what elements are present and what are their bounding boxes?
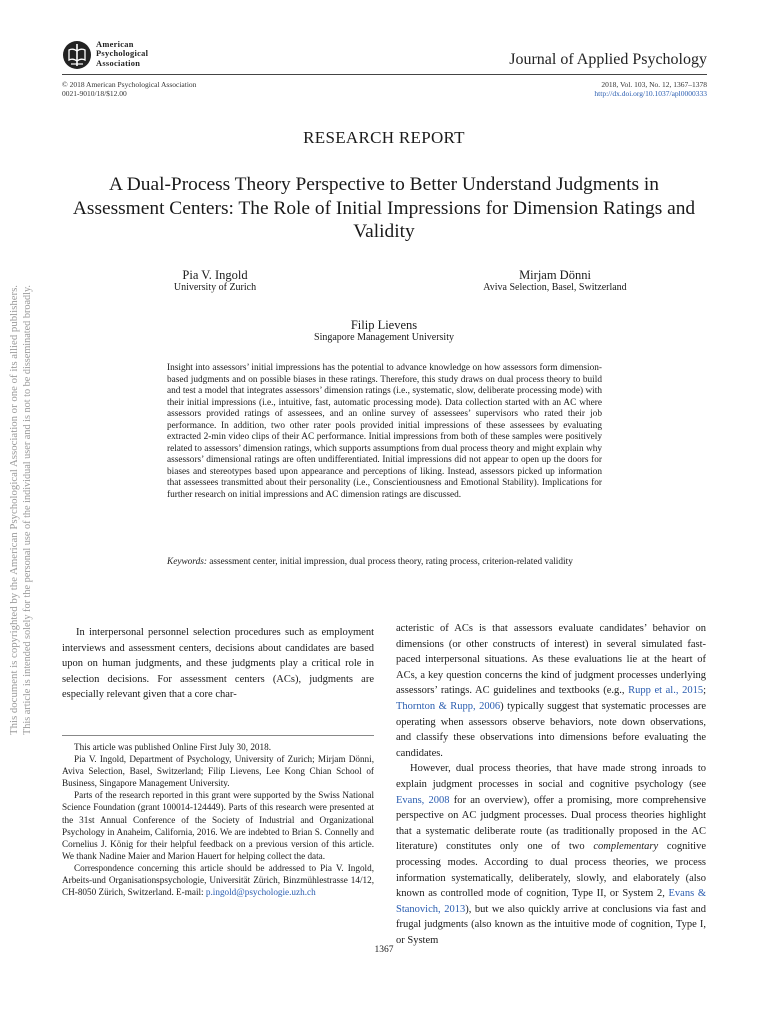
author-affiliation: University of Zurich	[173, 282, 257, 293]
footnote-funding: Parts of the research reported in this grant were supported by the Swiss National Science Foundation (grant 100014-124449). Parts of this research were presented at the 31st Annual Conference of the Society of Industrial and Organizational Psychology in Anaheim, California, 2016. We are indebted to Brian S. Connelly and Cornelius J. König for their helpful feedback on a previous version of this article. We thank Nadine Maier and Marion Hauert for helping collect the data.	[62, 790, 374, 861]
author-name: Pia V. Ingold	[182, 268, 248, 282]
author-block	[430, 268, 680, 294]
body-column-left	[62, 625, 374, 703]
logo-line-2: Psychological	[96, 49, 149, 59]
logo-line-3: Association	[96, 58, 141, 68]
author-affiliation: Aviva Selection, Basel, Switzerland	[483, 282, 627, 293]
correspondence-text: Correspondence concerning this article should be addressed to Pia V. Ingold, Arbeits-und Organisationspsychologie, Universität Zürich, Binzmühlestrasse 14/12, CH-8050 Zürich, Switzerland. E-mail:	[62, 862, 374, 898]
text-run: ), but we also quickly arrive at conclusions via fast and frugal judgments (also known as the intuitive mode of cognition, Type I, or System	[396, 903, 706, 946]
citation-link[interactable]: Rupp et al., 2015	[628, 685, 704, 697]
body-paragraph	[396, 621, 706, 761]
footnote-affiliations: Pia V. Ingold, Department of Psychology, University of Zurich; Mirjam Dönni, Aviva Selection, Basel, Switzerland; Filip Lievens, Lee Kong Chian School of Business, Singapore Management University.	[62, 754, 374, 789]
logo-line-1: American	[96, 40, 134, 49]
abstract: Insight into assessors’ initial impressions has the potential to advance knowledge on how assessors form dimension-based judgments and on possible biases in these ratings. Therefore, this study draws on dual process theory to build and test a model that integrates assessors’ dimension ratings (i.e., systematic, slow, deliberate processing mode) with their initial impressions (i.e., intuitive, fast, automatic processing mode). Data collection started with an AC where assessors provided ratings of assessees, and an online survey of assessees’ supervisors who rated their job performance. In addition, two other rater pools provided initial impressions of these assessees by evaluating extracted 2-min video clips of their AC performance. Initial impressions from both of these samples were positively related to assessors’ dimension ratings, which supports assumptions from dual process theory and might explain why assessors’ dimensional ratings are often undifferentiated. Initial impressions did not appear to open up the doors for biases and stereotypes based upon appearance and perceptions of liking. Instead, assessors picked up information that assessees transmitted about their personality (i.e., Conscientiousness and Emotional Stability). Implications for further research on initial impressions and AC dimension ratings are discussed.	[167, 363, 602, 501]
footnotes	[62, 741, 374, 898]
issn-line: 0021-9010/18/$12.00	[62, 89, 127, 98]
text-run: cognitive processing modes. According to dual process theories, we process information systematically, deliberately, slowly, and elaborately (also known as controlled mode of cognition, Type II, or System 2,	[396, 841, 706, 900]
author-name: Mirjam Dönni	[519, 268, 591, 282]
footnote-divider	[62, 735, 374, 736]
apa-wordmark	[96, 41, 148, 69]
text-run: However, dual process theories, that have made strong inroads to explain judgment processes in social and cognitive psychology (see	[396, 763, 706, 790]
footnote-correspondence	[62, 862, 374, 898]
body-paragraph	[396, 761, 706, 948]
header-divider	[62, 74, 707, 75]
text-run: acteristic of ACs is that assessors evaluate candidates’ behavior on dimensions (or other constructs of interest) in several simulated fast-paced interpersonal situations. As these evaluations lie at the heart of ACs, a key question concerns the kind of judgment processes underlying assessors’ ratings. AC guidelines and textbooks (e.g.,	[396, 623, 706, 697]
sidebar-notice-line-2: This article is intended solely for the personal use of the individual user and is not to be disseminated broadly.	[22, 286, 33, 735]
author-block	[250, 318, 518, 344]
publication-meta-right	[594, 80, 707, 98]
copyright-sidebar	[4, 280, 36, 740]
body-column-right	[396, 621, 706, 948]
citation-link[interactable]: Evans, 2008	[396, 794, 450, 806]
publication-meta-left	[62, 80, 196, 98]
doi-link[interactable]: http://dx.doi.org/10.1037/apl0000333	[594, 89, 707, 98]
footnote-published: This article was published Online First July 30, 2018.	[74, 742, 272, 752]
body-paragraph: In interpersonal personnel selection procedures such as employment interviews and assessment centers, decisions about candidates are based upon on human judgments, and these judgments play a critical role in selection decisions. For assessment centers (ACs), judgments are especially relevant given that a core char-	[62, 627, 374, 701]
article-title: A Dual-Process Theory Perspective to Better Understand Judgments in Assessment Centers: The Role of Initial Impressions for Dimension Ratings and Validity	[72, 174, 696, 242]
author-name: Filip Lievens	[350, 318, 418, 332]
article-type-label: RESEARCH REPORT	[303, 128, 465, 147]
keywords	[167, 557, 602, 569]
citation-link[interactable]: Evans & Stanovich, 2013	[396, 888, 707, 915]
author-block	[130, 268, 300, 294]
text-run: for an overview), offer a promising, more comprehensive perspective on AC judgment processes. Dual process theories highlight that a systematic deliberate route (as traditionally proposed in the AC literature) constitutes only one of two	[396, 794, 706, 853]
copyright-line: © 2018 American Psychological Association	[62, 80, 197, 89]
emphasis-text: complementary	[593, 841, 659, 853]
sidebar-notice-line-1: This document is copyrighted by the American Psychological Association or one of its allied publishers.	[9, 310, 20, 735]
keywords-list: assessment center, initial impression, dual process theory, rating process, criterion-related validity	[209, 557, 573, 567]
journal-name: Journal of Applied Psychology	[509, 51, 707, 68]
text-run: ) typically suggest that systematic processes are operating when assessors observe behaviors, note down observations, and classify these observations into dimensions before evaluating the candidates.	[396, 700, 707, 759]
text-run: ;	[703, 685, 706, 697]
page-number: 1367	[374, 945, 394, 955]
email-link[interactable]: p.ingold@psychologie.uzh.ch	[205, 887, 316, 898]
author-affiliation: Singapore Management University	[314, 332, 454, 343]
volume-line: 2018, Vol. 103, No. 12, 1367–1378	[601, 80, 707, 89]
citation-link[interactable]: Thornton & Rupp, 2006	[396, 700, 501, 712]
keywords-label: Keywords:	[167, 557, 207, 567]
apa-logo-icon	[62, 40, 92, 70]
